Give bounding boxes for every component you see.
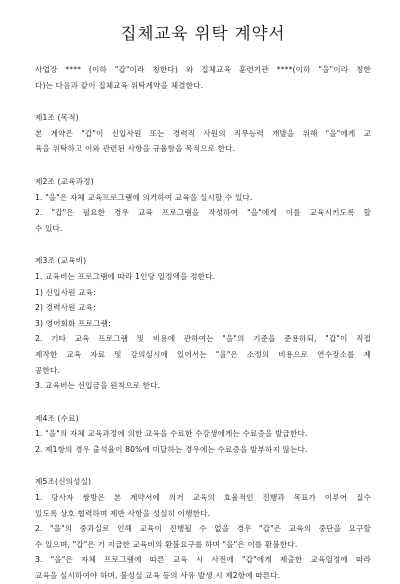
article-3-line: 공한다.	[35, 365, 61, 375]
article-1-line: 육을 위탁하고 이와 관련된 사항을 규율함을 목적으로 한다.	[35, 144, 236, 154]
article-5-line: 교육을 실시하여야 하며, 불성실 교육 등의 사유 발생 시 제2항에 따른다.	[35, 571, 281, 581]
article-4-line: 1. "을"의 자체 교육과정에 의한 교육을 수료한 수강생에게는 수료증을 발급한다.	[35, 429, 308, 439]
article-5-heading: 제5조(신의성실)	[35, 477, 92, 487]
article-3-line: 제작한 교육 자료 및 강의실시에 있어서는 "을"은 소정의 비용으로 연수장소를 제	[35, 349, 371, 359]
intro-paragraph	[35, 62, 371, 93]
intro-line: 다)는 다음과 같이 집체교육 위탁계약을 체결한다.	[35, 80, 204, 90]
article-3-line: 1) 신입사원 교육:	[35, 287, 96, 297]
article-3-line: 2) 경력사원 교육:	[35, 303, 96, 313]
article-3	[35, 253, 371, 393]
intro-line: 사업장 **** (이하 "갑"이라 칭한다) 와 집체교육 훈련기관 ****(이하 "을"이라 칭한	[35, 65, 371, 74]
article-3-line: 3. 교육비는 선입금을 원칙으로 한다.	[35, 381, 161, 391]
article-3-line: 2. 기타 교육 프로그램 및 비용에 관하여는 "을"의 기준을 준용하되, "갑"이 직접	[35, 334, 371, 344]
article-2-line: 수 있다.	[35, 223, 63, 233]
article-3-line: 3) 영어회화 프로그램:	[35, 318, 111, 328]
article-2-line: 2. "갑"은 필요한 경우 교육 프로그램을 작성하여 "을"에게 이를 교육시키도록 할	[35, 208, 371, 218]
article-4-heading: 제4조 (수료)	[35, 413, 79, 423]
article-3-heading: 제3조 (교육비)	[35, 256, 87, 266]
article-5-line: 3. "을"은 자체 프로그램에 따른 교육 시 사전에 "갑"에게 제출한 교육일정에 따라	[35, 555, 371, 565]
article-4	[35, 411, 371, 458]
article-5	[35, 474, 371, 583]
article-4-line: 2. 제1항의 경우 출석율이 80%에 미달하는 경우에는 수료증을 발부하지 않는다.	[35, 444, 308, 454]
article-5-line: 2. "을"의 중과실로 인해 교육이 진행될 수 없을 경우 "갑"은 교육의 중단을 요구할	[35, 524, 371, 534]
article-2-heading: 제2조 (교육과정)	[35, 176, 94, 186]
article-1-line: 본 계약은 "갑"이 신입사원 또는 경력직 사원의 직무능력 개발을 위해 "을"에게 교	[35, 128, 371, 138]
article-1-heading: 제1조 (목적)	[35, 113, 79, 123]
article-3-line: 1. 교육비는 프로그램에 따라 1인당 일정액을 정한다.	[35, 271, 216, 281]
document-title: 집체교육 위탁 계약서	[120, 24, 286, 43]
article-2	[35, 174, 371, 236]
article-2-line: 1. "을"은 자체 교육프로그램에 의거하여 교육을 실시할 수 있다.	[35, 192, 253, 202]
article-5-line: 있도록 상호 협력하며 제반 사항을 성실히 이행한다.	[35, 508, 211, 518]
article-1	[35, 110, 371, 157]
article-5-line: 1. 당사자 쌍방은 본 계약서에 의거 교육의 효율적인 진행과 목표가 이루어 질수	[35, 493, 371, 503]
article-5-line: 수 있으며, "갑"은 기 지급한 교육비의 환불요구를 하며 "을"은 이를 환불한다.	[35, 539, 298, 549]
